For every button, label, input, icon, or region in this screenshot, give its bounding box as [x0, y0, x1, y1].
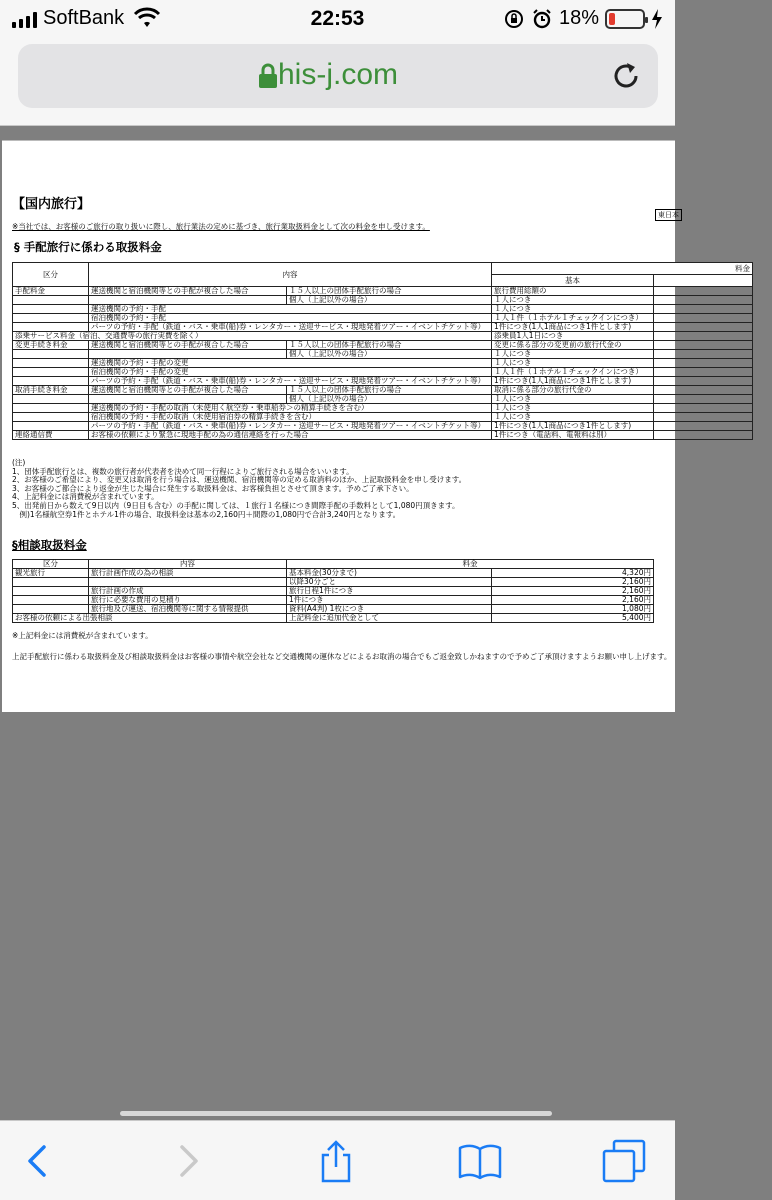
table-cell — [654, 368, 753, 377]
note-line: 例)1名様航空券1件とホテル1件の場合、取扱料金は基本の2,160円＋間際の1,080円で合計3,240円となります。 — [12, 509, 401, 519]
table-cell: １５人以上の団体手配旅行の場合 — [287, 386, 492, 395]
table-cell — [654, 386, 753, 395]
column-header: 基本 — [492, 275, 654, 287]
table-cell: 1件につき(1人1商品につき1件とします) — [492, 323, 654, 332]
share-icon — [314, 1139, 358, 1183]
table-cell — [654, 341, 753, 350]
chevron-right-icon — [166, 1139, 210, 1183]
table-cell: 1件につき(1人1商品につき1件とします) — [492, 422, 654, 431]
table-cell: 2,160円 — [492, 578, 654, 587]
table-cell — [654, 359, 753, 368]
status-left — [12, 7, 160, 30]
carrier-name: SoftBank — [43, 7, 125, 29]
table-cell: １人につき — [492, 359, 654, 368]
table-cell: パーツの予約・手配（鉄道・バス・乗車(船)券・レンタカー・送迎サービス・現地発着ツアー・イベントチケット等） — [89, 377, 492, 386]
table-cell — [13, 305, 89, 314]
table-cell: １人につき — [492, 404, 654, 413]
browser-address-area — [0, 40, 675, 126]
table-cell: 旅行に必要な費用の見積り — [89, 596, 287, 605]
table-cell — [13, 314, 89, 323]
consultation-fee-table — [12, 559, 654, 623]
table-cell: 旅行計画作成の為の相談 — [89, 569, 287, 578]
table-cell: １人１件（１ホテル１チェックインにつき） — [492, 368, 654, 377]
table-cell: 運送機関の予約・手配の取消（未使用く航空券・乗車船券＞の精算手続きを含む） — [89, 404, 492, 413]
orientation-lock-icon — [503, 8, 525, 30]
wifi-icon — [134, 9, 160, 29]
table-cell: 以降30分ごと — [287, 578, 492, 587]
table-cell — [654, 305, 753, 314]
table-cell: 運送機関の予約・手配 — [89, 305, 492, 314]
table-cell: 5,400円 — [492, 614, 654, 623]
reload-icon[interactable] — [610, 60, 642, 92]
table-cell: 運送機関と宿泊機関等との手配が複合した場合 — [89, 386, 287, 395]
table-cell: 取消手続き料金 — [13, 386, 89, 395]
table-cell: 変更に係る部分の変更前の旅行代金の — [492, 341, 654, 350]
chevron-left-icon — [16, 1139, 60, 1183]
table-cell — [13, 578, 89, 587]
table-cell: 資料(A4判) 1枚につき — [287, 605, 492, 614]
table-cell: 旅行計画の作成 — [89, 587, 287, 596]
table-cell: 上記料金に追加代金として — [287, 614, 492, 623]
table-cell: 手配料金 — [13, 287, 89, 296]
charging-bolt-icon — [651, 9, 663, 29]
table-cell: １人１件（１ホテル１チェックインにつき） — [492, 314, 654, 323]
share-button[interactable] — [314, 1139, 358, 1183]
tabs-icon — [602, 1139, 646, 1183]
table-cell — [654, 377, 753, 386]
table-cell: 運送機関と宿泊機関等との手配が複合した場合 — [89, 341, 287, 350]
bookmarks-button[interactable] — [458, 1139, 502, 1183]
table-cell: 宿泊機関の予約・手配の変更 — [89, 368, 492, 377]
document-page — [2, 140, 750, 712]
note-line: 5、出発前日から数えて9日以内（9日目も含む）の手配に関しては、１旅行１名様につき間際手配の手数料として1,080円頂きます。 — [12, 500, 460, 510]
scroll-indicator[interactable] — [120, 1111, 552, 1116]
table-cell: 連絡通信費 — [13, 431, 89, 440]
note-line: 2、お客様のご希望により、変更又は取消を行う場合は、運送機関、宿泊機関等の定める取消料のほか、上記取扱料金を申し受けます。 — [12, 475, 467, 485]
table-cell: 添乗員1人1日につき — [492, 332, 654, 341]
consultation-note — [12, 631, 153, 640]
table-cell: １人につき — [492, 350, 654, 359]
table-cell: １人につき — [492, 413, 654, 422]
table-cell — [13, 368, 89, 377]
table-row — [13, 614, 654, 623]
arrangement-fee-table — [12, 262, 753, 440]
note-line: 1、団体手配旅行とは、複数の旅行者が代表者を決めて同一行程によりご旅行される場合をいいます。 — [12, 466, 354, 476]
table-cell — [13, 395, 89, 404]
table-cell — [654, 332, 753, 341]
notes-list — [12, 459, 466, 519]
table-row — [13, 386, 753, 395]
forward-button[interactable] — [166, 1139, 210, 1183]
table-cell: パーツの予約・手配（鉄道・バス・乗車(船)券・レンタカー・送迎サービス・現地発着ツアー・イベントチケット等） — [89, 323, 492, 332]
intro-text: ※当社では、お客様のご旅行の取り扱いに際し、旅行業法の定めに基づき、旅行業取扱料金として次の料金を申し受けます。 — [12, 222, 430, 231]
table-cell — [654, 431, 753, 440]
note-line: (注) — [12, 458, 26, 467]
table-cell: 取消に係る部分の旅行代金の — [492, 386, 654, 395]
table-cell: 旅行地及び運送、宿泊機関等に関する情報提供 — [89, 605, 287, 614]
table-row — [13, 431, 753, 440]
table-cell: １５人以上の団体手配旅行の場合 — [287, 341, 492, 350]
table-cell: 1件につき（電話料、電報料は別） — [492, 431, 654, 440]
note-line: 3、お客様のご都合により返金が生じた場合に発生する取扱料金は、お客様負担とさせて頂きます。予めご了承下さい。 — [12, 483, 414, 493]
url-text[interactable]: his-j.com — [277, 58, 398, 91]
table-cell: 2,160円 — [492, 587, 654, 596]
column-header — [654, 275, 753, 287]
status-time: 22:53 — [310, 7, 365, 30]
column-header: 内容 — [89, 263, 492, 287]
table-cell — [654, 422, 753, 431]
table-cell: パーツの予約・手配（鉄道・バス・乗車(船)券・レンタカー・送迎サービス・現地発着ツアー・イベントチケット等） — [89, 422, 492, 431]
table-cell — [654, 314, 753, 323]
table-cell: １人につき — [492, 296, 654, 305]
refund-note: 上記手配旅行に係わる取扱料金及び相談取扱料金はお客様の事情や航空会社など交通機関の運休などによるお取消の場合でもご返金致しかねますので予めご了承頂けますようお願い申し上げます。 — [12, 652, 672, 661]
tabs-button[interactable] — [602, 1139, 646, 1183]
table-cell: お客様の依頼により緊急に現地手配の為の通信連絡を行った場合 — [89, 431, 492, 440]
table-row — [13, 287, 753, 296]
battery-icon — [605, 9, 645, 29]
table-cell: 旅行日程1件につき — [287, 587, 492, 596]
table-cell: 宿泊機関の予約・手配の取消（未使用宿泊券の精算手続きを含む） — [89, 413, 492, 422]
note-line: 4、上記料金には消費税が含まれています。 — [12, 492, 159, 502]
table-cell: １人につき — [492, 395, 654, 404]
alarm-icon — [531, 8, 553, 30]
table-cell: 個人（上記以外の場合） — [287, 395, 492, 404]
table-cell: 運送機関と宿泊機関等との手配が複合した場合 — [89, 287, 287, 296]
table-cell — [13, 296, 89, 305]
back-button[interactable] — [16, 1139, 60, 1183]
table-cell — [654, 287, 753, 296]
table-row — [13, 341, 753, 350]
table-cell — [13, 404, 89, 413]
table-cell — [654, 404, 753, 413]
table-cell: 旅行費用総額の — [492, 287, 654, 296]
signal-icon — [12, 10, 37, 28]
page-title: 【国内旅行】 — [12, 197, 91, 212]
battery-percent: 18% — [558, 7, 599, 29]
table-cell: 個人（上記以外の場合） — [287, 296, 492, 305]
section-title-arrangement: § 手配旅行に係わる取扱料金 — [14, 240, 162, 254]
table-cell — [13, 587, 89, 596]
table-cell — [654, 323, 753, 332]
table-cell — [13, 413, 89, 422]
table-cell: 1,080円 — [492, 605, 654, 614]
tax-note: ※上記料金には消費税が含まれています。 — [12, 631, 153, 640]
column-header: 内容 — [89, 560, 287, 569]
table-cell: 添乗サービス料金（宿泊、交通費等の旅行実費を除く） — [13, 332, 492, 341]
region-tag: 東日本 — [655, 209, 682, 221]
table-cell: 宿泊機関の予約・手配 — [89, 314, 492, 323]
table-cell: お客様の依頼による出張相談 — [13, 614, 287, 623]
column-header: 区分 — [13, 263, 89, 287]
table-cell — [13, 359, 89, 368]
table-cell — [13, 350, 89, 359]
table-cell: 運送機関の予約・手配の変更 — [89, 359, 492, 368]
table-cell: １人につき — [492, 305, 654, 314]
table-cell: １５人以上の団体手配旅行の場合 — [287, 287, 492, 296]
table-cell — [654, 350, 753, 359]
table-cell: 個人（上記以外の場合） — [287, 350, 492, 359]
table-cell: 変更手続き料金 — [13, 341, 89, 350]
table-cell: 基本料金(30分まで) — [287, 569, 492, 578]
section-title-consultation: §相談取扱料金 — [12, 538, 87, 552]
table-cell: 2,160円 — [492, 596, 654, 605]
browser-toolbar — [0, 1120, 675, 1200]
table-cell: 1件につき — [287, 596, 492, 605]
book-icon — [458, 1139, 502, 1183]
table-cell: 1件につき(1人1商品につき1件とします) — [492, 377, 654, 386]
table-cell — [13, 596, 89, 605]
status-right — [503, 7, 663, 30]
address-bar[interactable] — [18, 44, 658, 108]
column-header: 料金 — [287, 560, 654, 569]
status-bar — [0, 0, 675, 40]
column-header: 料金 — [492, 263, 753, 275]
table-cell — [654, 296, 753, 305]
table-cell: 4,320円 — [492, 569, 654, 578]
table-cell — [654, 413, 753, 422]
table-cell: 観光旅行 — [13, 569, 89, 578]
column-header: 区分 — [13, 560, 89, 569]
table-cell — [654, 395, 753, 404]
